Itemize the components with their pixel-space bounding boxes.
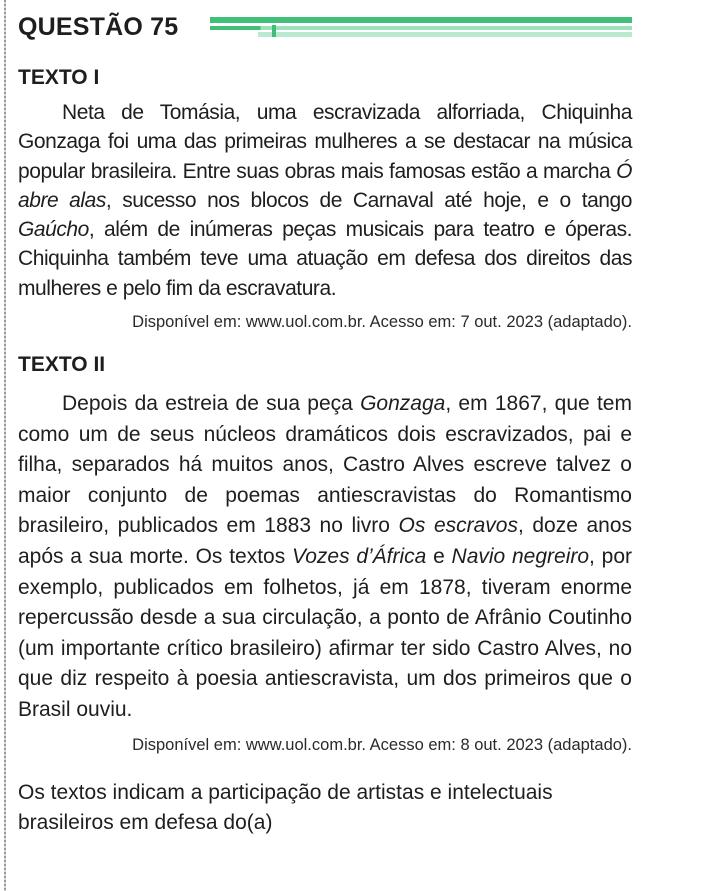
work-title-o-abre-alas: Ó abre alas [18, 159, 632, 212]
work-title-navio-negreiro: Navio negreiro [451, 545, 590, 569]
texto-2-text: e [426, 545, 452, 569]
texto-2-text: Depois da estreia de sua peça [62, 392, 361, 416]
question-prompt: Os textos indicam a participação de artistas e intelectuais brasileiros em defesa do(a) [18, 780, 553, 834]
texto-2-source: Disponível em: www.uol.com.br. Acesso em: 8 out. 2023 (adaptado). [132, 735, 632, 754]
work-title-os-escravos: Os escravos [398, 514, 518, 538]
header-bar-notch [272, 25, 276, 37]
texto-2-text: , por exemplo, publicados em folhetos, já em 1878, tiveram enorme repercussão desde a sua circulação, a ponto de Afrânio Coutinho (um importante crítico brasileiro) afirmar ter sido Castro Alves, no que diz respeito à poesia antiescravista, um dos primeiros que o Brasil ouviu. [18, 545, 632, 722]
texto-1-title: TEXTO I [18, 66, 100, 89]
question-content [18, 0, 632, 838]
texto-1-text: , sucesso nos blocos de Carnaval até hoje, e o tango [105, 188, 632, 212]
header-bar-bottom [258, 32, 632, 37]
header-bar-top [210, 17, 632, 23]
texto-2-text: , em 1867, que tem como um de seus núcleos dramáticos dois escravizados, pai e filha, separados há muitos anos, Castro Alves escreve talvez o maior conjunto de poemas antiescravistas do Romantismo brasileiro, publicados em 1883 no livro [18, 392, 632, 538]
work-title-gaucho: Gaúcho [18, 218, 89, 242]
texto-1-source: Disponível em: www.uol.com.br. Acesso em: 7 out. 2023 (adaptado). [132, 313, 632, 332]
header-decoration [210, 17, 632, 39]
texto-1-text: , além de inúmeras peças musicais para teatro e óperas. Chiquinha também teve uma atuação em defesa dos direitos das mulheres e pelo fim da escravatura. [18, 218, 632, 300]
question-header [18, 0, 632, 52]
texto-2-text: , doze anos após a sua morte. Os textos [18, 514, 633, 569]
question-title: QUESTÃO 75 [18, 13, 179, 41]
texto-2-title: TEXTO II [18, 353, 106, 377]
texto-1-body [18, 98, 632, 303]
texto-1-text: Neta de Tomásia, uma escravizada alforriada, Chiquinha Gonzaga foi uma das primeiras mulheres a se destacar na música popular brasileira. Entre suas obras mais famosas estão a marcha [18, 101, 632, 183]
work-title-vozes-dafrica: Vozes d’África [291, 545, 427, 569]
texto-2-body [18, 389, 632, 726]
page-margin-rule [4, 0, 6, 891]
work-title-gonzaga: Gonzaga [360, 392, 446, 416]
